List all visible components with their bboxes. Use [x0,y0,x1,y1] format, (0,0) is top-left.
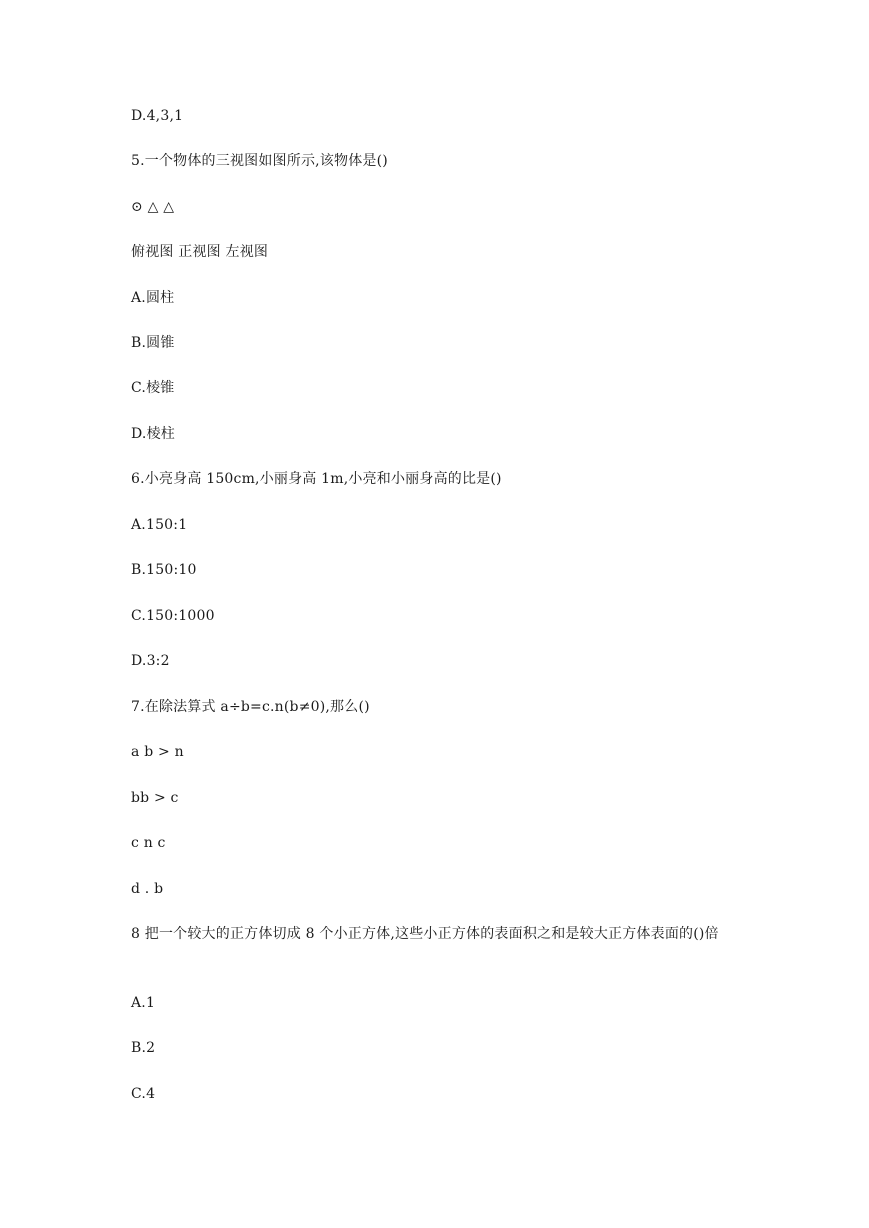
option-c-q7: c n c [131,835,166,851]
option-d-q6: D.3:2 [131,653,170,669]
option-b-q8: B.2 [131,1040,156,1056]
option-c-q8: C.4 [131,1086,156,1102]
option-d-q4: D.4,3,1 [131,108,184,124]
three-view-symbols: ⊙ △ △ [131,199,175,215]
question-6: 6.小亮身高 150cm,小丽身高 1m,小亮和小丽身高的比是() [131,471,502,487]
option-b-q5: B.圆锥 [131,335,175,351]
question-5: 5.一个物体的三视图如图所示,该物体是() [131,153,388,169]
option-a-q6: A.150:1 [131,517,188,533]
option-a-q5: A.圆柱 [131,290,175,306]
option-a-q8: A.1 [131,995,156,1011]
option-b-q7: bb > c [131,790,179,806]
option-d-q7: d . b [131,881,164,897]
option-b-q6: B.150:10 [131,562,197,578]
question-8: 8 把一个较大的正方体切成 8 个小正方体,这些小正方体的表面积之和是较大正方体表面的()倍 [131,926,719,942]
question-7: 7.在除法算式 a÷b=c.n(b≠0),那么() [131,699,370,715]
option-d-q5: D.棱柱 [131,426,175,442]
three-view-labels: 俯视图 正视图 左视图 [131,244,269,260]
option-a-q7: a b > n [131,744,184,760]
option-c-q6: C.150:1000 [131,608,215,624]
option-c-q5: C.棱锥 [131,380,175,396]
